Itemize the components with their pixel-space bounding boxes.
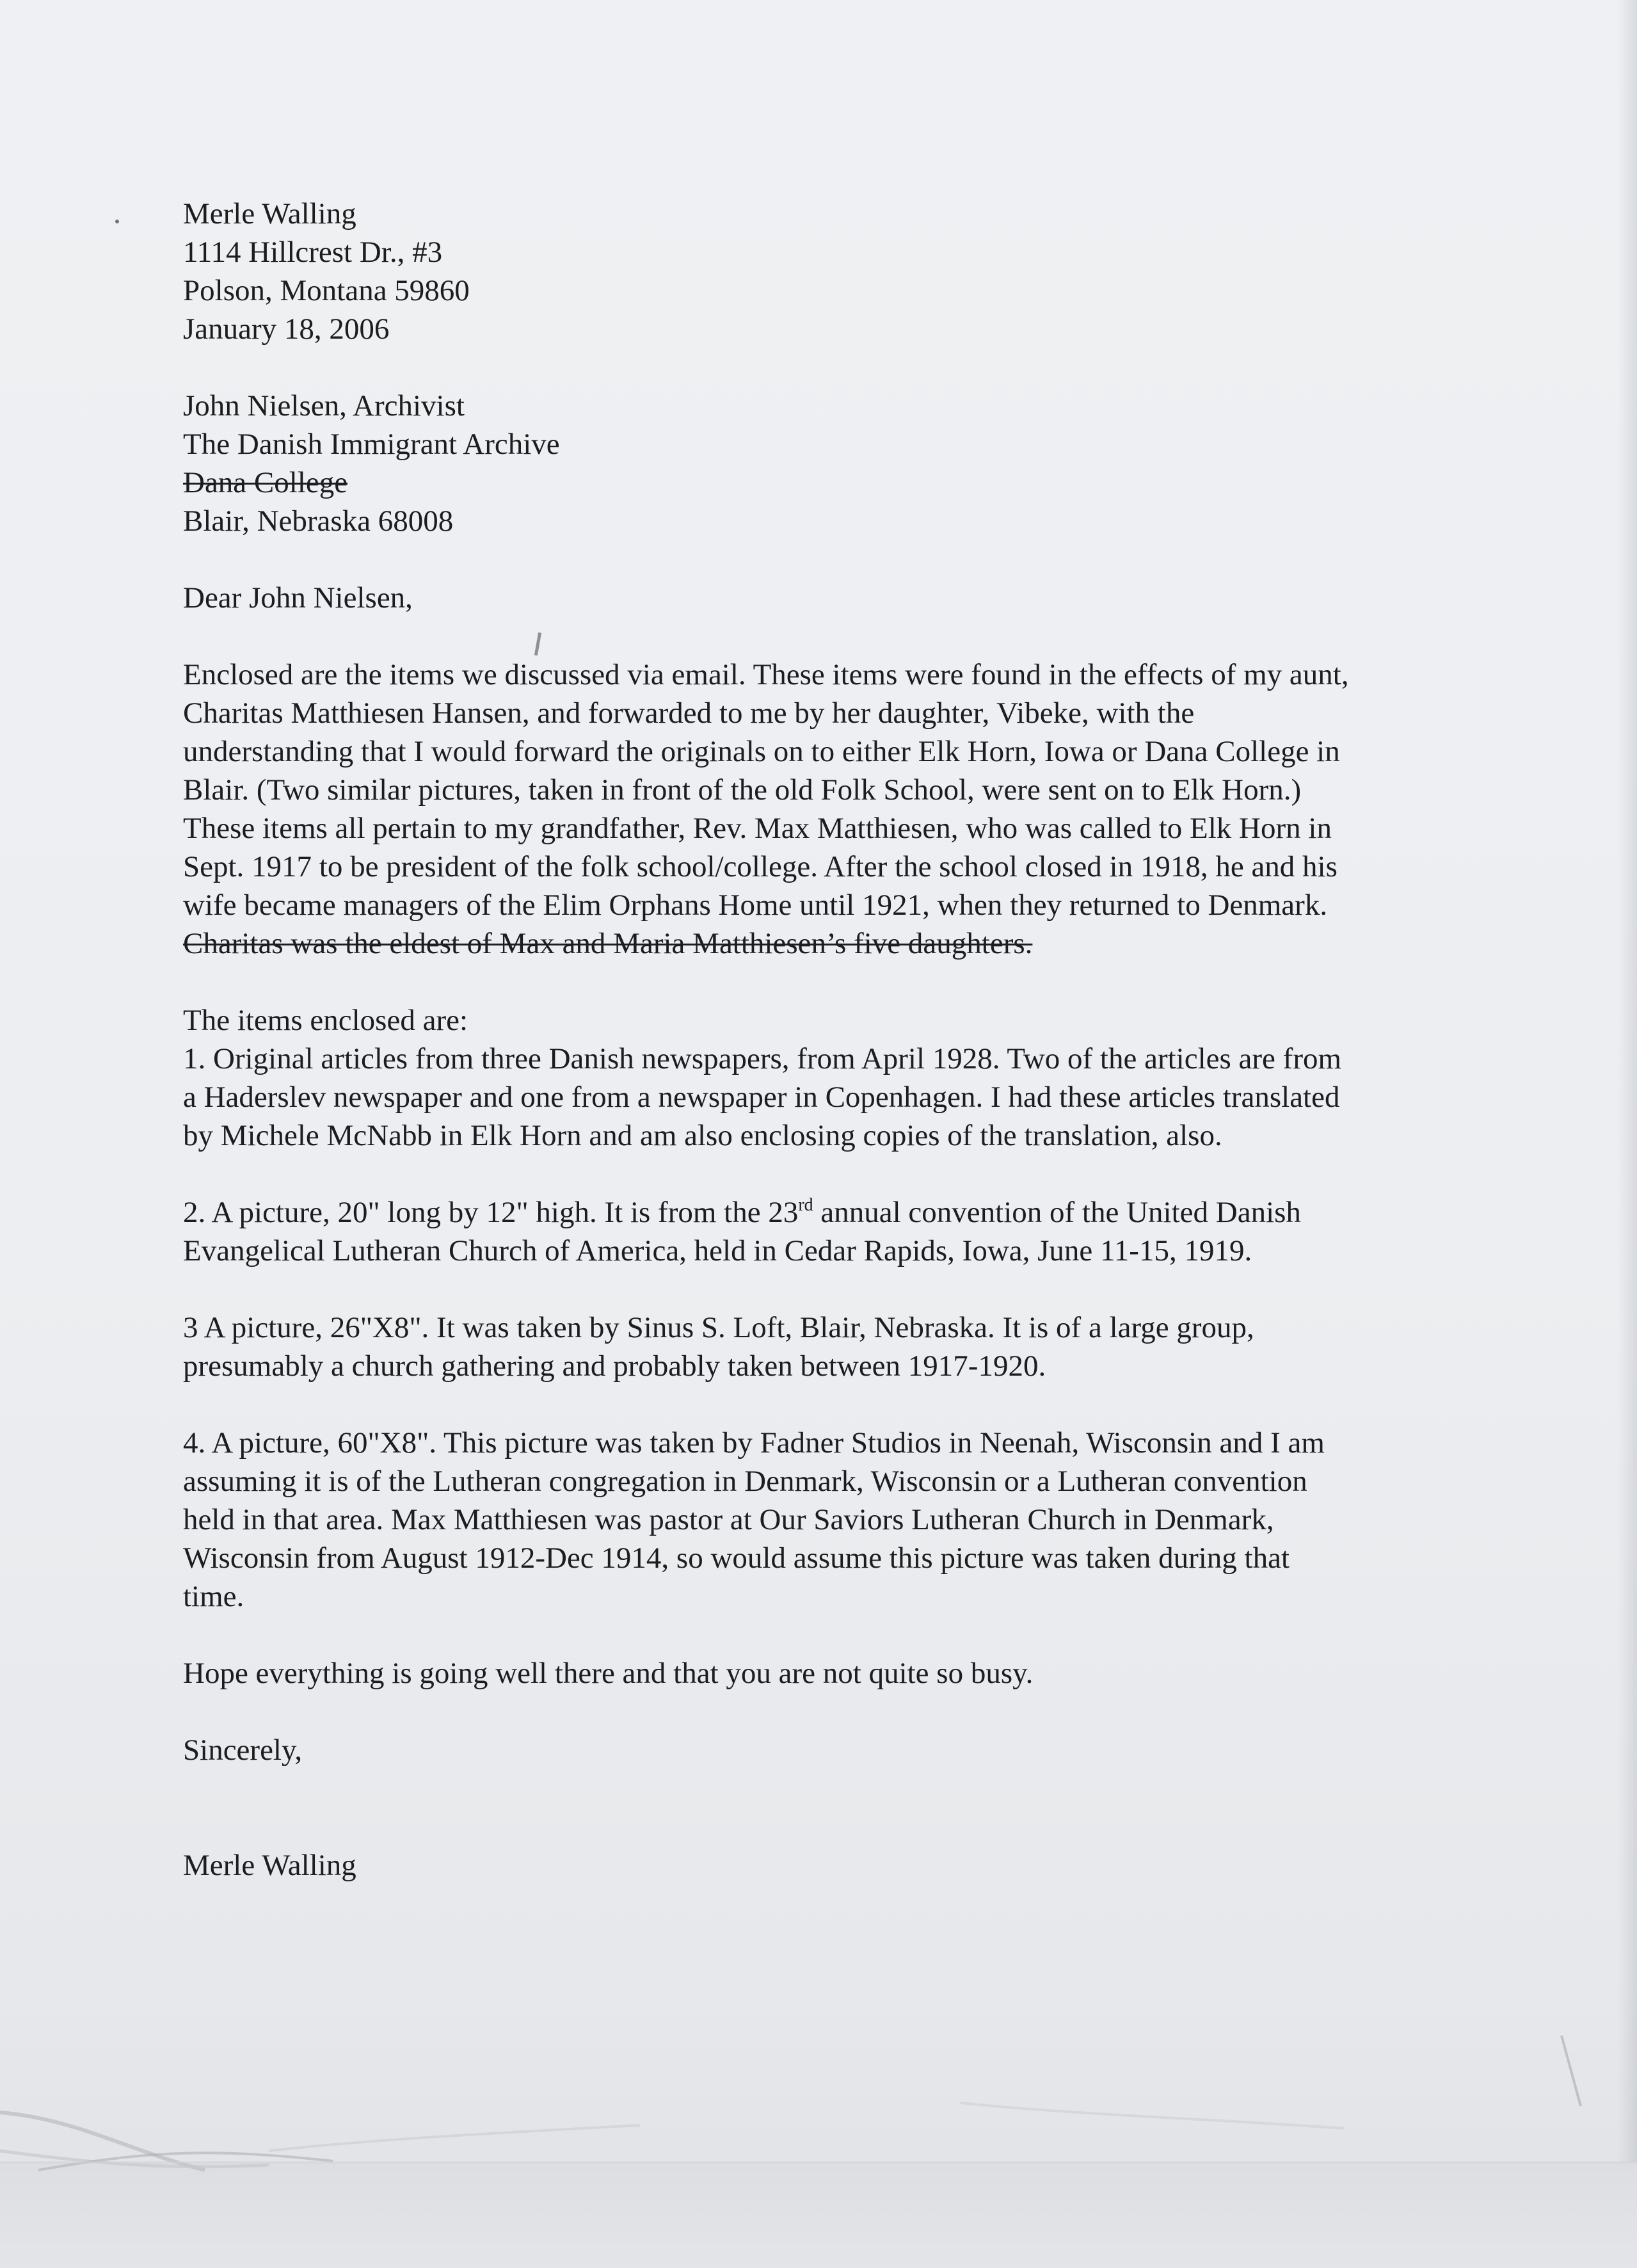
- items-intro: The items enclosed are:: [183, 1004, 468, 1037]
- letter-body: [183, 195, 1469, 1885]
- item-line: 4. A picture, 60"X8". This picture was taken by Fadner Studios in Neenah, Wisconsin and I am: [183, 1426, 1325, 1460]
- item-4: [183, 1424, 1469, 1616]
- item-line: [183, 1193, 1469, 1232]
- body-line: Enclosed are the items we discussed via email. These items were found in the effects of my aunt,: [183, 658, 1349, 691]
- paper-edge-shadow: [1618, 0, 1637, 2268]
- item-3: [183, 1308, 1469, 1385]
- body-line: These items all pertain to my grandfather, Rev. Max Matthiesen, who was called to Elk Horn in: [183, 812, 1332, 845]
- salutation: Dear John Nielsen,: [183, 581, 413, 615]
- item-line: 1. Original articles from three Danish newspapers, from April 1928. Two of the articles are from: [183, 1042, 1342, 1075]
- sender-name: Merle Walling: [183, 197, 356, 230]
- letter-date: January 18, 2006: [183, 312, 390, 346]
- item-2: [183, 1193, 1469, 1270]
- body-line-struck: Charitas was the eldest of Max and Maria Matthiesen’s five daughters.: [183, 927, 1033, 960]
- stray-ink-dot: [115, 220, 119, 223]
- paper-crease-marks: [0, 1959, 1637, 2268]
- item-line: Wisconsin from August 1912-Dec 1914, so would assume this picture was taken during that: [183, 1541, 1290, 1575]
- closing-remark: Hope everything is going well there and that you are not quite so busy.: [183, 1657, 1034, 1690]
- ordinal-suffix: rd: [798, 1195, 813, 1215]
- item-line: presumably a church gathering and probably taken between 1917-1920.: [183, 1349, 1046, 1383]
- sender-city: Polson, Montana 59860: [183, 274, 470, 307]
- recipient-address-block: [183, 387, 1469, 540]
- item-line: 3 A picture, 26"X8". It was taken by Sinus S. Loft, Blair, Nebraska. It is of a large group,: [183, 1311, 1254, 1344]
- body-line: Charitas Matthiesen Hansen, and forwarded to me by her daughter, Vibeke, with the: [183, 696, 1195, 730]
- body-line: Sept. 1917 to be president of the folk school/college. After the school closed in 1918, he and his: [183, 850, 1338, 883]
- item-line: assuming it is of the Lutheran congregation in Denmark, Wisconsin or a Lutheran convention: [183, 1465, 1307, 1498]
- body-line: understanding that I would forward the originals on to either Elk Horn, Iowa or Dana College in: [183, 735, 1340, 768]
- item-2-text-start: 2. A picture, 20" long by 12" high. It is from the 23: [183, 1196, 799, 1229]
- item-1: [183, 1040, 1469, 1155]
- recipient-college-struck: Dana College: [183, 466, 348, 499]
- item-line: Evangelical Lutheran Church of America, held in Cedar Rapids, Iowa, June 11-15, 1919.: [183, 1234, 1252, 1267]
- sender-address-block: [183, 195, 1469, 348]
- recipient-organization: The Danish Immigrant Archive: [183, 428, 560, 461]
- closing: Sincerely,: [183, 1733, 303, 1767]
- item-line: by Michele McNabb in Elk Horn and am also enclosing copies of the translation, also.: [183, 1119, 1222, 1152]
- body-paragraph: [183, 655, 1469, 963]
- item-line: a Haderslev newspaper and one from a newspaper in Copenhagen. I had these articles translated: [183, 1081, 1340, 1114]
- item-2-text-end: annual convention of the United Danish: [813, 1196, 1301, 1229]
- sender-street: 1114 Hillcrest Dr., #3: [183, 236, 443, 269]
- body-line: Blair. (Two similar pictures, taken in front of the old Folk School, were sent on to Elk Horn.): [183, 773, 1302, 807]
- signature-name: Merle Walling: [183, 1849, 356, 1882]
- recipient-name: John Nielsen, Archivist: [183, 389, 465, 422]
- recipient-city: Blair, Nebraska 68008: [183, 504, 454, 538]
- item-line: held in that area. Max Matthiesen was pastor at Our Saviors Lutheran Church in Denmark,: [183, 1503, 1274, 1536]
- body-line: wife became managers of the Elim Orphans Home until 1921, when they returned to Denmark.: [183, 889, 1328, 922]
- item-line: time.: [183, 1580, 244, 1613]
